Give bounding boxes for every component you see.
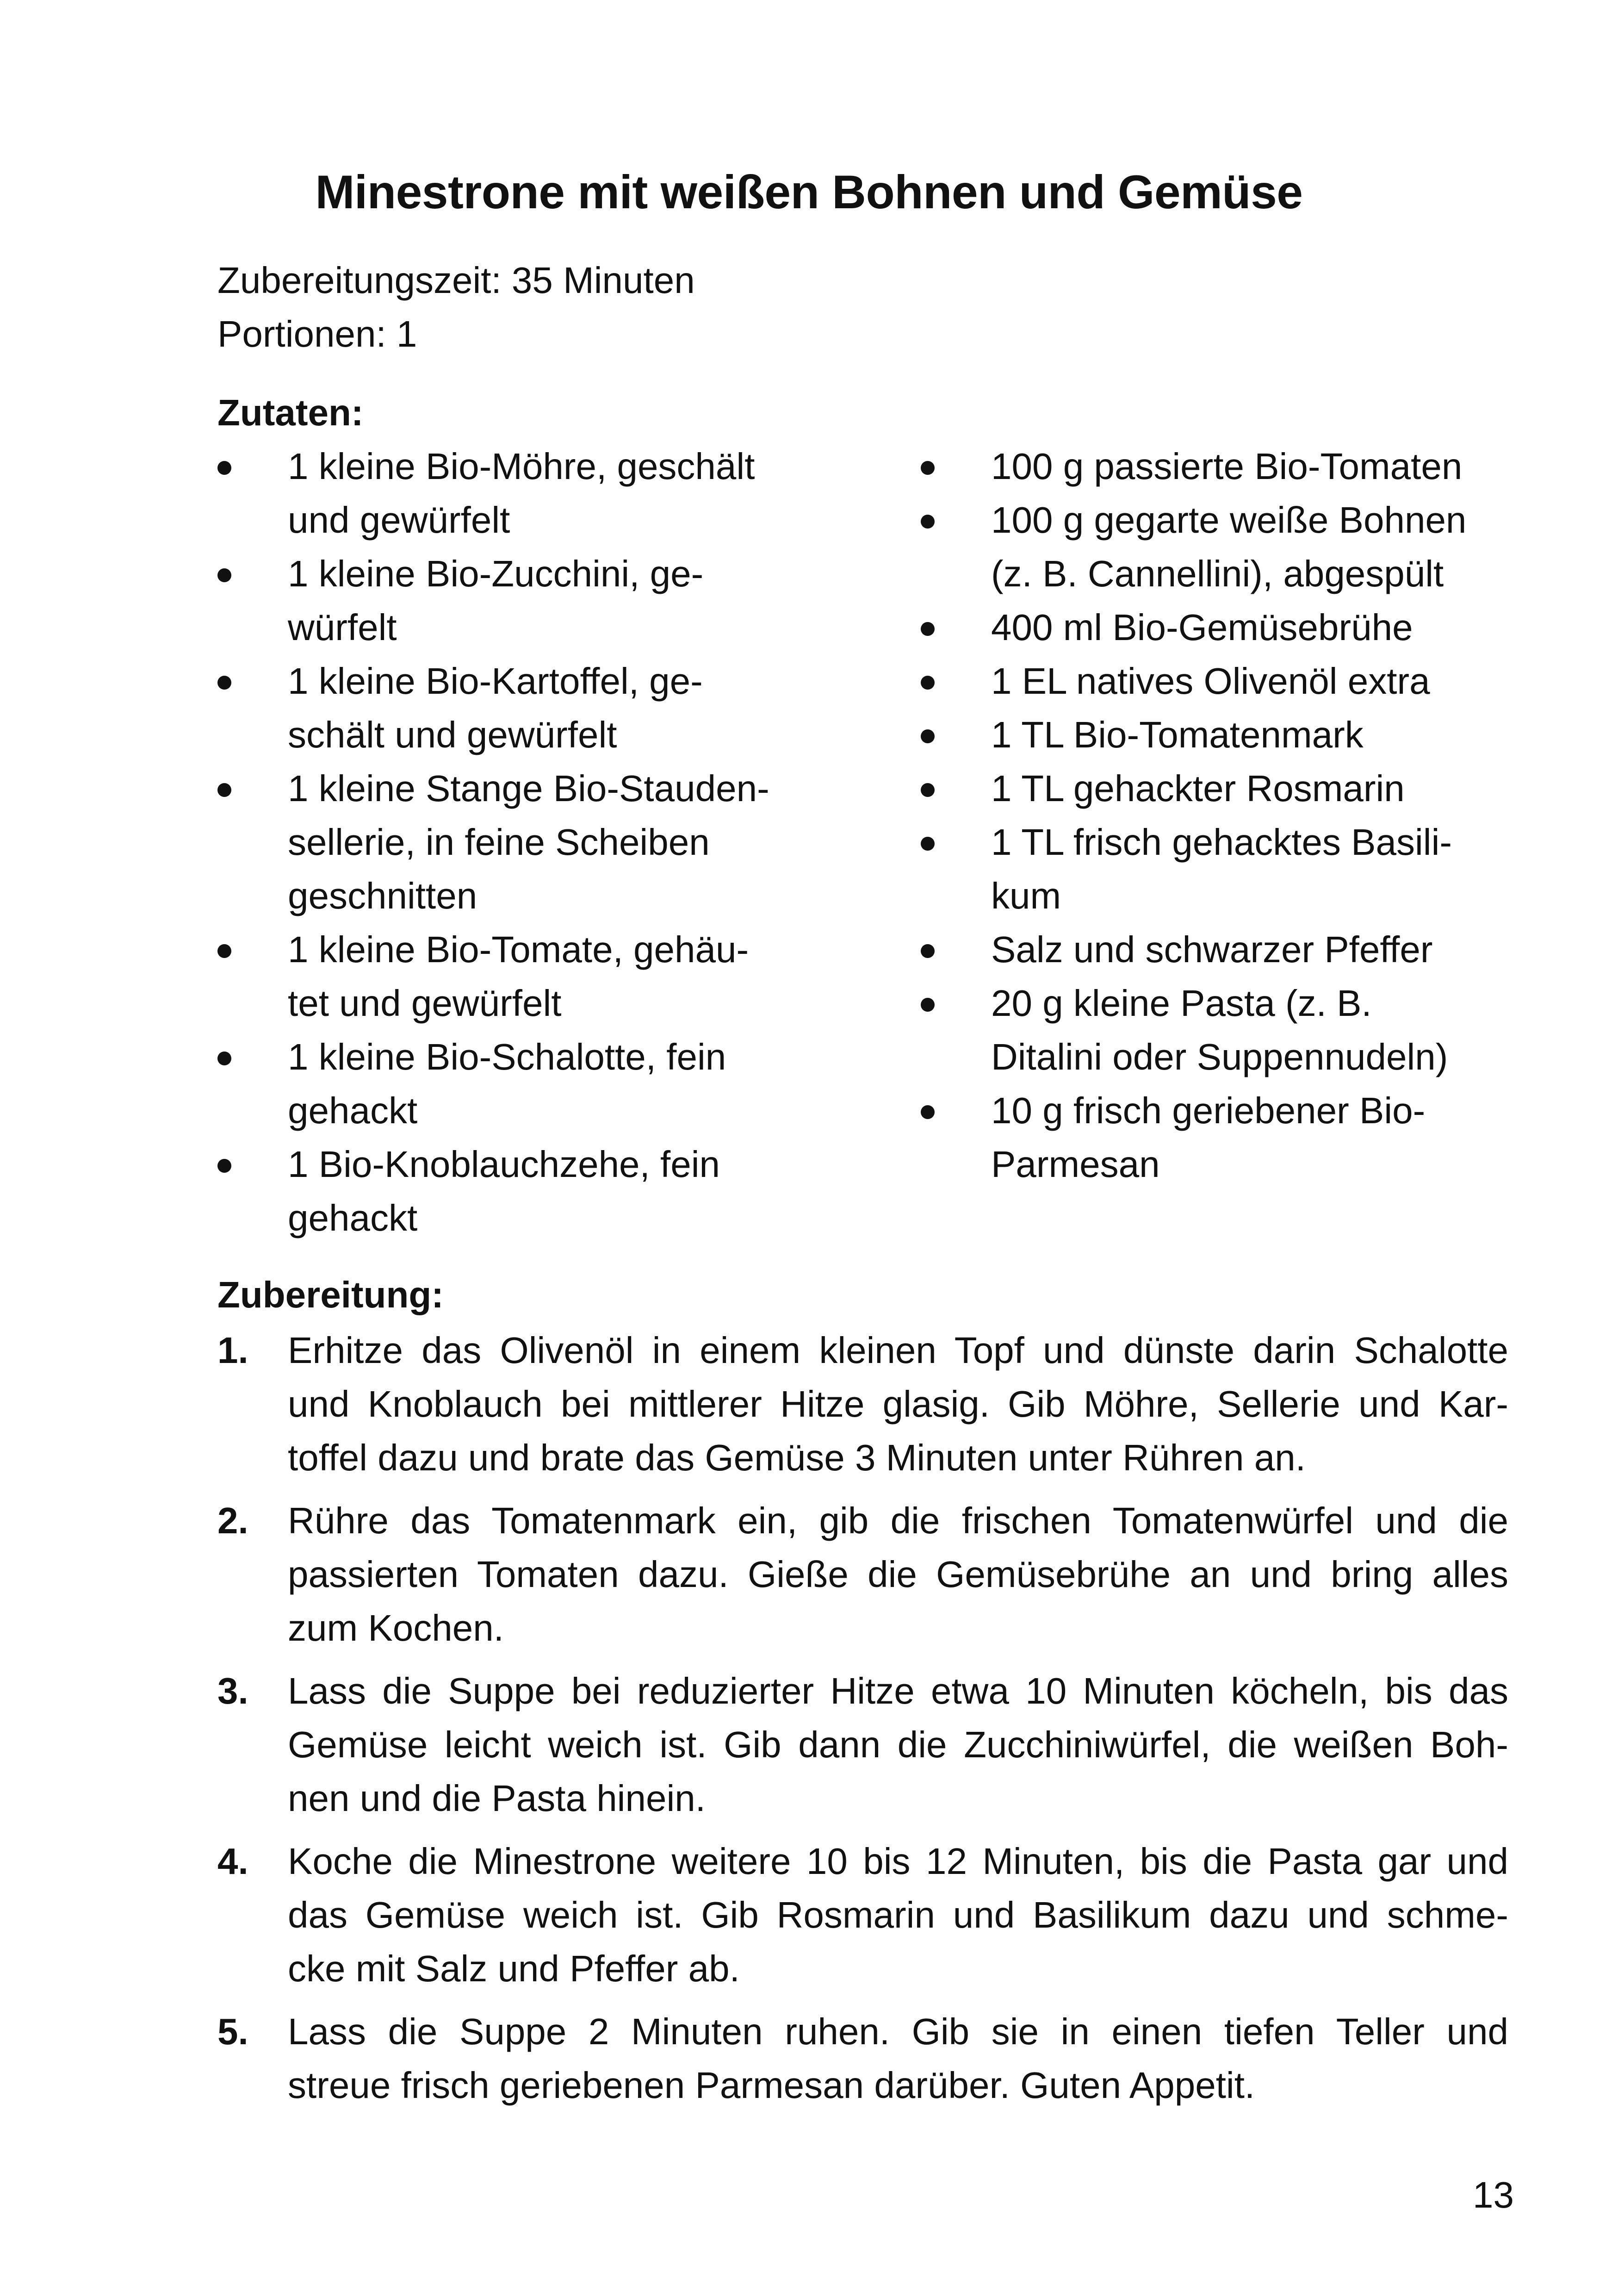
ingredients-list-right: [921, 440, 1531, 1191]
preparation-step: [217, 1835, 1508, 1996]
ingredient-item: [921, 977, 1531, 1084]
bullet-icon: [921, 461, 935, 475]
ingredient-item: [921, 762, 1531, 815]
ingredient-text: 10 g frisch geriebener Bio-: [991, 1090, 1426, 1131]
step-text: nen und die Pasta hinein.: [288, 1778, 706, 1819]
step-text: passierten Tomaten dazu. Gieße die Gemüsebrühe an und bring alles: [288, 1554, 1508, 1595]
ingredient-item: [921, 923, 1531, 977]
ingredient-item: [921, 1084, 1531, 1191]
step-text: zum Kochen.: [288, 1607, 504, 1649]
ingredient-text: 1 TL frisch gehacktes Basili-: [991, 821, 1452, 863]
ingredient-text: 1 kleine Bio-Möhre, geschält: [288, 446, 755, 487]
bullet-icon: [921, 676, 935, 690]
ingredient-text: Parmesan: [991, 1144, 1160, 1185]
ingredient-text: 20 g kleine Pasta (z. B.: [991, 983, 1372, 1024]
ingredient-item: [217, 547, 851, 654]
bullet-icon: [921, 515, 935, 529]
ingredient-item: [921, 601, 1531, 654]
servings: Portionen: 1: [217, 313, 417, 355]
ingredient-item: [217, 440, 851, 547]
step-text: Gemüse leicht weich ist. Gib dann die Zucchiniwürfel, die weißen Boh-: [288, 1724, 1508, 1765]
ingredient-text: kum: [991, 875, 1061, 916]
ingredient-text: geschnitten: [288, 875, 477, 916]
step-text: Rühre das Tomatenmark ein, gib die frischen Tomatenwürfel und die: [288, 1500, 1508, 1541]
step-text: das Gemüse weich ist. Gib Rosmarin und Basilikum dazu und schme-: [288, 1894, 1508, 1935]
ingredient-text: würfelt: [288, 607, 397, 648]
bullet-icon: [921, 837, 935, 851]
ingredient-text: 1 EL natives Olivenöl extra: [991, 660, 1430, 702]
step-number: 1.: [217, 1330, 248, 1371]
bullet-icon: [921, 998, 935, 1012]
preparation-heading: Zubereitung:: [217, 1274, 444, 1315]
step-text: Koche die Minestrone weitere 10 bis 12 Minuten, bis die Pasta gar und: [288, 1841, 1508, 1882]
ingredient-text: gehackt: [288, 1090, 418, 1131]
ingredient-text: 1 Bio-Knoblauchzehe, fein: [288, 1144, 720, 1185]
ingredient-text: 400 ml Bio-Gemüsebrühe: [991, 607, 1413, 648]
bullet-icon: [921, 622, 935, 636]
ingredient-item: [921, 654, 1531, 708]
prep-time: Zubereitungszeit: 35 Minuten: [217, 260, 695, 301]
ingredient-text: schält und gewürfelt: [288, 714, 617, 755]
preparation-step: [217, 1664, 1508, 1825]
step-number: 5.: [217, 2011, 248, 2052]
ingredient-text: 1 kleine Stange Bio-Stauden-: [288, 768, 769, 809]
bullet-icon: [217, 461, 231, 475]
ingredient-item: [217, 923, 851, 1030]
ingredient-text: 100 g passierte Bio-Tomaten: [991, 446, 1463, 487]
page-number: 13: [1473, 2174, 1514, 2215]
recipe-title: Minestrone mit weißen Bohnen und Gemüse: [315, 166, 1303, 218]
ingredient-text: und gewürfelt: [288, 499, 510, 541]
step-text: Lass die Suppe 2 Minuten ruhen. Gib sie in einen tiefen Teller und: [288, 2011, 1508, 2052]
ingredient-text: Ditalini oder Suppennudeln): [991, 1036, 1448, 1077]
ingredient-item: [217, 654, 851, 762]
ingredients-heading: Zutaten:: [217, 392, 364, 433]
bullet-icon: [921, 944, 935, 958]
ingredient-text: 1 kleine Bio-Schalotte, fein: [288, 1036, 726, 1077]
ingredient-text: Salz und schwarzer Pfeffer: [991, 929, 1433, 970]
ingredient-item: [921, 708, 1531, 762]
ingredient-text: tet und gewürfelt: [288, 983, 562, 1024]
bullet-icon: [217, 676, 231, 690]
step-number: 4.: [217, 1841, 248, 1882]
ingredient-item: [921, 440, 1531, 493]
ingredient-text: 1 kleine Bio-Tomate, gehäu-: [288, 929, 749, 970]
ingredient-text: sellerie, in feine Scheiben: [288, 821, 710, 863]
ingredient-text: 1 TL Bio-Tomatenmark: [991, 714, 1364, 755]
bullet-icon: [921, 729, 935, 743]
ingredient-text: 1 kleine Bio-Zucchini, ge-: [288, 553, 704, 594]
step-text: und Knoblauch bei mittlerer Hitze glasig. Gib Möhre, Sellerie und Kar-: [288, 1383, 1508, 1425]
ingredient-text: 1 TL gehackter Rosmarin: [991, 768, 1405, 809]
bullet-icon: [217, 568, 231, 582]
ingredient-item: [921, 815, 1531, 923]
step-text: cke mit Salz und Pfeffer ab.: [288, 1948, 740, 1989]
recipe-meta: [217, 254, 695, 361]
preparation-steps: [217, 1324, 1508, 2122]
preparation-step: [217, 1494, 1508, 1655]
bullet-icon: [217, 944, 231, 958]
step-text: Erhitze das Olivenöl in einem kleinen Topf und dünste darin Schalotte: [288, 1330, 1508, 1371]
ingredient-text: 1 kleine Bio-Kartoffel, ge-: [288, 660, 703, 702]
ingredient-item: [217, 1138, 851, 1245]
step-text: toffel dazu und brate das Gemüse 3 Minuten unter Rühren an.: [288, 1437, 1306, 1478]
preparation-step: [217, 1324, 1508, 1485]
step-number: 2.: [217, 1500, 248, 1541]
ingredient-text: (z. B. Cannellini), abgespült: [991, 553, 1444, 594]
step-number: 3.: [217, 1670, 248, 1711]
bullet-icon: [217, 783, 231, 797]
step-text: streue frisch geriebenen Parmesan darüber. Guten Appetit.: [288, 2065, 1255, 2106]
bullet-icon: [921, 783, 935, 797]
ingredient-item: [921, 493, 1531, 601]
bullet-icon: [217, 1052, 231, 1065]
step-text: Lass die Suppe bei reduzierter Hitze etwa 10 Minuten köcheln, bis das: [288, 1670, 1508, 1711]
ingredients-list-left: [217, 440, 851, 1245]
ingredient-item: [217, 1030, 851, 1138]
ingredient-text: gehackt: [288, 1197, 418, 1238]
preparation-step: [217, 2005, 1508, 2112]
bullet-icon: [217, 1159, 231, 1173]
bullet-icon: [921, 1105, 935, 1119]
ingredient-text: 100 g gegarte weiße Bohnen: [991, 499, 1467, 541]
ingredient-item: [217, 762, 851, 923]
